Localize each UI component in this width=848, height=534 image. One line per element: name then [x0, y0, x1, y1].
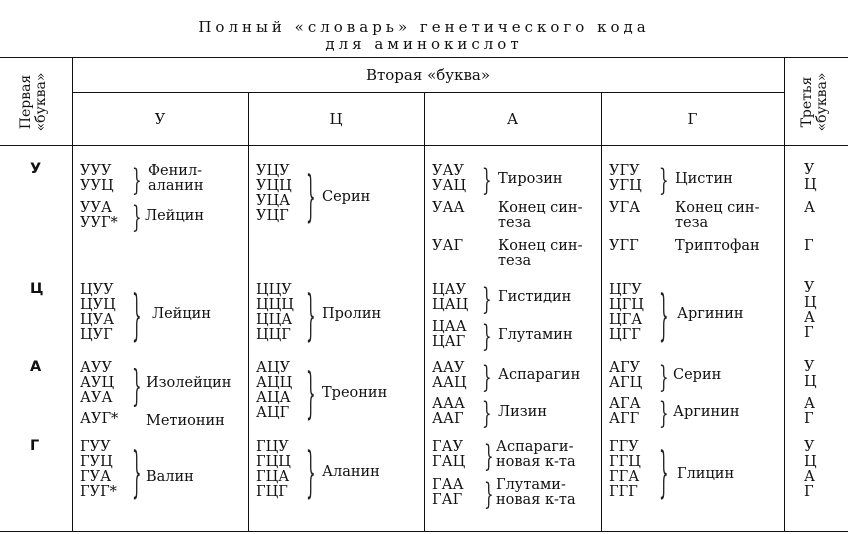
- third-letter-G-4: Г: [804, 484, 814, 500]
- amino-acid-UA-1: Тирозин: [498, 171, 563, 187]
- third-letter-A-3: А: [804, 396, 815, 412]
- codon-group-CC: ЦЦУ ЦЦЦ ЦЦА ЦЦГ: [256, 282, 294, 343]
- codon-group-GA-2: ГАА ГАГ: [432, 477, 464, 508]
- brace-GC: }: [306, 440, 316, 505]
- codon-group-CG: ЦГУ ЦГЦ ЦГА ЦГГ: [609, 282, 644, 343]
- third-letter-U-1: У: [804, 162, 815, 178]
- col-divider-2: [248, 92, 249, 532]
- top-rule: [0, 57, 848, 58]
- brace-AG-2: }: [659, 395, 669, 431]
- brace-CA-1: }: [482, 281, 492, 317]
- amino-acid-UG-2: Конец син- теза: [675, 200, 760, 231]
- brace-AA-2: }: [482, 395, 492, 431]
- codon-group-UA-1: УАУ УАЦ: [432, 163, 467, 194]
- codon-UA-3: УАА: [432, 200, 465, 216]
- brace-GA-1: }: [484, 438, 494, 474]
- codon-group-CA-2: ЦАА ЦАГ: [432, 319, 467, 350]
- amino-acid-UA-3: Конец син- теза: [498, 238, 583, 269]
- third-letter-C-3: Ц: [804, 374, 817, 390]
- first-letter-G: Г: [30, 438, 40, 454]
- codon-group-CA-1: ЦАУ ЦАЦ: [432, 282, 469, 313]
- codon-group-AA-2: ААА ААГ: [432, 396, 465, 427]
- brace-AC: }: [306, 361, 316, 426]
- third-letter-G-2: Г: [804, 325, 814, 341]
- header-inner-rule: [72, 92, 784, 93]
- third-letter-C-1: Ц: [804, 177, 817, 193]
- amino-acid-GG: Глицин: [677, 466, 735, 482]
- brace-GA-2: }: [484, 476, 494, 512]
- amino-acid-AA-1: Аспарагин: [498, 367, 581, 383]
- table-subtitle: для аминокислот: [325, 35, 523, 53]
- second-letter-header: Вторая «буква»: [365, 66, 491, 84]
- brace-GU: }: [132, 440, 142, 505]
- brace-UA: }: [482, 162, 492, 198]
- third-letter-G-1: Г: [804, 238, 814, 254]
- amino-acid-GA-2: Глутами- новая к-та: [496, 477, 576, 508]
- amino-acid-GC: Аланин: [322, 464, 380, 480]
- codon-group-UU-1: УУУ УУЦ: [80, 163, 114, 194]
- third-letter-U-4: У: [804, 439, 815, 455]
- codon-group-AG-2: АГА АГГ: [609, 396, 641, 427]
- amino-acid-UA-2: Конец син- теза: [498, 200, 583, 231]
- amino-acid-AU-2: Метионин: [146, 413, 225, 429]
- amino-acid-UU-2: Лейцин: [145, 208, 204, 224]
- amino-acid-CA-2: Глутамин: [498, 327, 573, 343]
- third-letter-A-1: А: [804, 200, 815, 216]
- first-letter-U: У: [30, 161, 42, 177]
- codon-group-GC: ГЦУ ГЦЦ ГЦА ГЦГ: [256, 439, 291, 500]
- amino-acid-AC: Треонин: [322, 385, 388, 401]
- codon-group-UC: УЦУ УЦЦ УЦА УЦГ: [256, 163, 292, 224]
- amino-acid-GU: Валин: [146, 469, 194, 485]
- codon-group-UU-2: УУА УУГ*: [80, 200, 118, 231]
- amino-acid-AU-1: Изолейцин: [146, 375, 232, 391]
- brace-CU: }: [132, 283, 142, 348]
- brace-UU-1: }: [132, 162, 142, 198]
- first-letter-C: Ц: [30, 281, 44, 297]
- third-letter-A-4: А: [804, 469, 815, 485]
- third-letter-header: Третья «буква»: [799, 72, 830, 132]
- amino-acid-AG-2: Аргинин: [673, 404, 740, 420]
- third-letter-U-3: У: [804, 359, 815, 375]
- third-letter-C-2: Ц: [804, 295, 817, 311]
- amino-acid-AG-1: Серин: [673, 367, 722, 383]
- brace-CA-2: }: [482, 318, 492, 354]
- codon-group-AU-1: АУУ АУЦ АУА: [80, 360, 115, 406]
- codon-group-AG-1: АГУ АГЦ: [609, 360, 643, 391]
- first-letter-header: Первая «буква»: [18, 72, 49, 132]
- codon-group-UG-1: УГУ УГЦ: [609, 163, 642, 194]
- table-title: Полный «словарь» генетического кода: [198, 18, 650, 36]
- col-divider-4: [601, 92, 602, 532]
- codon-group-GU: ГУУ ГУЦ ГУА ГУГ*: [80, 439, 117, 500]
- second-letter-C: Ц: [329, 110, 343, 128]
- amino-acid-GA-1: Аспараги- новая к-та: [496, 439, 576, 470]
- codon-group-GG: ГГУ ГГЦ ГГА ГГГ: [609, 439, 641, 500]
- amino-acid-UG-3: Триптофан: [675, 238, 760, 254]
- codon-UG-4: УГГ: [609, 238, 639, 254]
- brace-GG: }: [659, 440, 669, 505]
- brace-AU: }: [132, 361, 142, 412]
- codon-group-CU: ЦУУ ЦУЦ ЦУА ЦУГ: [80, 282, 116, 343]
- amino-acid-CC: Пролин: [322, 306, 382, 322]
- brace-CC: }: [306, 283, 316, 348]
- brace-AG-1: }: [659, 359, 669, 395]
- brace-AA-1: }: [482, 359, 492, 395]
- codon-UG-3: УГА: [609, 200, 641, 216]
- codon-group-AA-1: ААУ ААЦ: [432, 360, 467, 391]
- amino-acid-CU: Лейцин: [152, 306, 211, 322]
- second-letter-G: Г: [687, 110, 698, 128]
- brace-UG: }: [659, 162, 669, 198]
- amino-acid-UG-1: Цистин: [675, 171, 733, 187]
- codon-group-AC: АЦУ АЦЦ АЦА АЦГ: [256, 360, 293, 421]
- amino-acid-UC: Серин: [322, 189, 371, 205]
- col-divider-5: [784, 57, 785, 532]
- third-letter-A-2: А: [804, 310, 815, 326]
- amino-acid-AA-2: Лизин: [498, 404, 548, 420]
- third-letter-G-3: Г: [804, 411, 814, 427]
- codon-AU-4: АУГ*: [80, 411, 119, 427]
- third-letter-U-2: У: [804, 280, 815, 296]
- brace-CG: }: [659, 283, 669, 348]
- col-divider-3: [424, 92, 425, 532]
- col-divider-1: [72, 57, 73, 532]
- amino-acid-CG: Аргинин: [677, 306, 744, 322]
- codon-group-GA-1: ГАУ ГАЦ: [432, 439, 466, 470]
- first-letter-A: А: [30, 359, 42, 375]
- brace-UC: }: [306, 164, 316, 229]
- second-letter-U: У: [154, 110, 166, 128]
- third-letter-C-4: Ц: [804, 454, 817, 470]
- amino-acid-UU-1: Фенил- аланин: [148, 163, 204, 194]
- brace-UU-2: }: [132, 199, 142, 235]
- second-letter-A: А: [506, 110, 519, 128]
- amino-acid-CA-1: Гистидин: [498, 289, 572, 305]
- codon-UA-4: УАГ: [432, 238, 464, 254]
